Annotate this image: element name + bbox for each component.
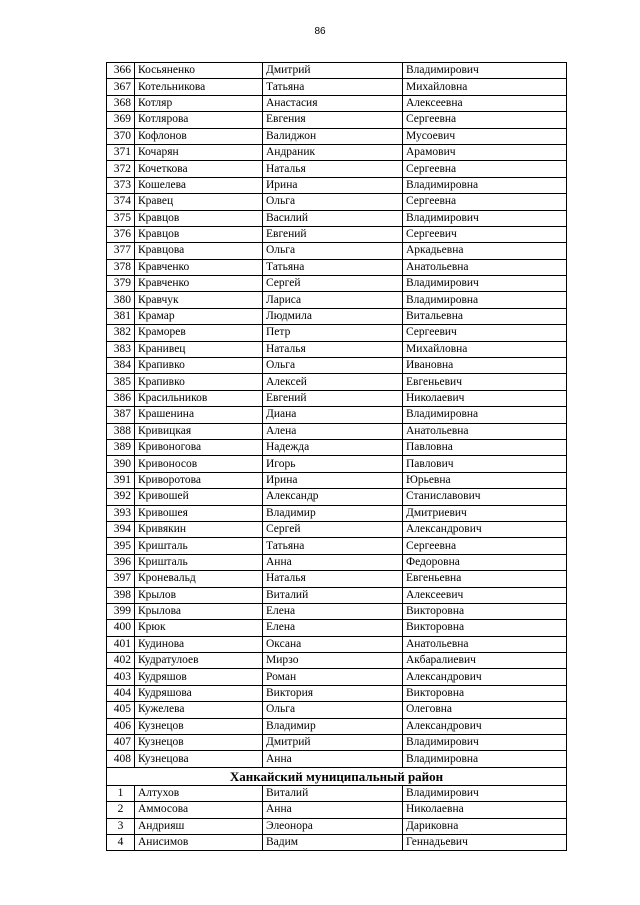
patronymic-cell: Евгеньевна — [403, 571, 567, 587]
last-name-cell: Кочеткова — [135, 161, 263, 177]
patronymic-cell: Сергеевна — [403, 112, 567, 128]
first-name-cell: Надежда — [263, 439, 403, 455]
table-row — [107, 407, 567, 423]
row-number-cell: 3 — [107, 818, 135, 834]
first-name-cell: Виктория — [263, 685, 403, 701]
last-name-cell: Криворотова — [135, 472, 263, 488]
last-name-cell: Крылова — [135, 603, 263, 619]
row-number-cell: 382 — [107, 325, 135, 341]
patronymic-cell: Александрович — [403, 718, 567, 734]
first-name-cell: Ирина — [263, 472, 403, 488]
patronymic-cell: Акбаралиевич — [403, 653, 567, 669]
table-row — [107, 603, 567, 619]
first-name-cell: Василий — [263, 210, 403, 226]
patronymic-cell: Владимирович — [403, 63, 567, 79]
table-row — [107, 489, 567, 505]
last-name-cell: Кривицкая — [135, 423, 263, 439]
table-row — [107, 128, 567, 144]
table-row — [107, 226, 567, 242]
first-name-cell: Анна — [263, 751, 403, 767]
last-name-cell: Кудинова — [135, 636, 263, 652]
table-row — [107, 259, 567, 275]
table-row — [107, 63, 567, 79]
table-row — [107, 685, 567, 701]
patronymic-cell: Витальевна — [403, 308, 567, 324]
table-row — [107, 112, 567, 128]
patronymic-cell: Александрович — [403, 521, 567, 537]
last-name-cell: Крашенина — [135, 407, 263, 423]
last-name-cell: Кудратулоев — [135, 653, 263, 669]
last-name-cell: Кривоногова — [135, 439, 263, 455]
last-name-cell: Кроневальд — [135, 571, 263, 587]
table-row — [107, 472, 567, 488]
table-row — [107, 456, 567, 472]
patronymic-cell: Мусоевич — [403, 128, 567, 144]
patronymic-cell: Ивановна — [403, 358, 567, 374]
first-name-cell: Владимир — [263, 718, 403, 734]
first-name-cell: Ольга — [263, 358, 403, 374]
table-row — [107, 718, 567, 734]
patronymic-cell: Михайловна — [403, 341, 567, 357]
table-row — [107, 751, 567, 767]
row-number-cell: 408 — [107, 751, 135, 767]
last-name-cell: Кривошея — [135, 505, 263, 521]
patronymic-cell: Александрович — [403, 669, 567, 685]
table-row — [107, 439, 567, 455]
table-row — [107, 79, 567, 95]
row-number-cell: 375 — [107, 210, 135, 226]
row-number-cell: 368 — [107, 95, 135, 111]
first-name-cell: Оксана — [263, 636, 403, 652]
first-name-cell: Дмитрий — [263, 735, 403, 751]
last-name-cell: Аммосова — [135, 802, 263, 818]
section-heading-row — [107, 767, 567, 785]
first-name-cell: Елена — [263, 620, 403, 636]
first-name-cell: Мирзо — [263, 653, 403, 669]
row-number-cell: 376 — [107, 226, 135, 242]
patronymic-cell: Анатольевна — [403, 636, 567, 652]
first-name-cell: Наталья — [263, 341, 403, 357]
last-name-cell: Крюк — [135, 620, 263, 636]
first-name-cell: Людмила — [263, 308, 403, 324]
section-heading: Ханкайский муниципальный район — [107, 767, 567, 785]
table-row — [107, 538, 567, 554]
row-number-cell: 383 — [107, 341, 135, 357]
patronymic-cell: Анатольевна — [403, 423, 567, 439]
last-name-cell: Кошелева — [135, 177, 263, 193]
first-name-cell: Татьяна — [263, 538, 403, 554]
table-row — [107, 802, 567, 818]
first-name-cell: Ирина — [263, 177, 403, 193]
last-name-cell: Крамар — [135, 308, 263, 324]
row-number-cell: 395 — [107, 538, 135, 554]
first-name-cell: Ольга — [263, 702, 403, 718]
row-number-cell: 386 — [107, 390, 135, 406]
row-number-cell: 391 — [107, 472, 135, 488]
patronymic-cell: Дариковна — [403, 818, 567, 834]
last-name-cell: Крапивко — [135, 374, 263, 390]
first-name-cell: Дмитрий — [263, 63, 403, 79]
first-name-cell: Евгений — [263, 226, 403, 242]
table-row — [107, 292, 567, 308]
first-name-cell: Анастасия — [263, 95, 403, 111]
row-number-cell: 397 — [107, 571, 135, 587]
row-number-cell: 4 — [107, 834, 135, 850]
first-name-cell: Валиджон — [263, 128, 403, 144]
first-name-cell: Елена — [263, 603, 403, 619]
first-name-cell: Евгения — [263, 112, 403, 128]
patronymic-cell: Сергеевна — [403, 161, 567, 177]
last-name-cell: Андрияш — [135, 818, 263, 834]
table-row — [107, 587, 567, 603]
last-name-cell: Кришталь — [135, 538, 263, 554]
patronymic-cell: Викторовна — [403, 620, 567, 636]
patronymic-cell: Владимирович — [403, 210, 567, 226]
patronymic-cell: Аркадьевна — [403, 243, 567, 259]
table-row — [107, 423, 567, 439]
first-name-cell: Виталий — [263, 785, 403, 801]
patronymic-cell: Юрьевна — [403, 472, 567, 488]
row-number-cell: 371 — [107, 144, 135, 160]
first-name-cell: Вадим — [263, 834, 403, 850]
row-number-cell: 372 — [107, 161, 135, 177]
row-number-cell: 400 — [107, 620, 135, 636]
first-name-cell: Наталья — [263, 571, 403, 587]
table-row — [107, 636, 567, 652]
first-name-cell: Евгений — [263, 390, 403, 406]
first-name-cell: Анна — [263, 802, 403, 818]
first-name-cell: Алена — [263, 423, 403, 439]
last-name-cell: Анисимов — [135, 834, 263, 850]
last-name-cell: Кузнецова — [135, 751, 263, 767]
row-number-cell: 377 — [107, 243, 135, 259]
patronymic-cell: Сергеевна — [403, 194, 567, 210]
first-name-cell: Сергей — [263, 521, 403, 537]
row-number-cell: 403 — [107, 669, 135, 685]
row-number-cell: 390 — [107, 456, 135, 472]
row-number-cell: 392 — [107, 489, 135, 505]
row-number-cell: 378 — [107, 259, 135, 275]
patronymic-cell: Олеговна — [403, 702, 567, 718]
first-name-cell: Диана — [263, 407, 403, 423]
roster-table — [106, 62, 567, 851]
patronymic-cell: Алексеевич — [403, 587, 567, 603]
table-row — [107, 341, 567, 357]
last-name-cell: Кочарян — [135, 144, 263, 160]
first-name-cell: Виталий — [263, 587, 403, 603]
first-name-cell: Андраник — [263, 144, 403, 160]
patronymic-cell: Дмитриевич — [403, 505, 567, 521]
last-name-cell: Котляр — [135, 95, 263, 111]
last-name-cell: Кузнецов — [135, 735, 263, 751]
patronymic-cell: Владимировна — [403, 407, 567, 423]
last-name-cell: Котельникова — [135, 79, 263, 95]
row-number-cell: 406 — [107, 718, 135, 734]
row-number-cell: 402 — [107, 653, 135, 669]
first-name-cell: Элеонора — [263, 818, 403, 834]
last-name-cell: Кривякин — [135, 521, 263, 537]
table-row — [107, 521, 567, 537]
patronymic-cell: Анатольевна — [403, 259, 567, 275]
last-name-cell: Крапивко — [135, 358, 263, 374]
last-name-cell: Косьяненко — [135, 63, 263, 79]
first-name-cell: Лариса — [263, 292, 403, 308]
last-name-cell: Кужелева — [135, 702, 263, 718]
patronymic-cell: Павловна — [403, 439, 567, 455]
patronymic-cell: Федоровна — [403, 554, 567, 570]
first-name-cell: Петр — [263, 325, 403, 341]
patronymic-cell: Николаевич — [403, 390, 567, 406]
first-name-cell: Ольга — [263, 243, 403, 259]
last-name-cell: Красильников — [135, 390, 263, 406]
row-number-cell: 407 — [107, 735, 135, 751]
last-name-cell: Котлярова — [135, 112, 263, 128]
row-number-cell: 366 — [107, 63, 135, 79]
table-row — [107, 358, 567, 374]
first-name-cell: Ольга — [263, 194, 403, 210]
last-name-cell: Алтухов — [135, 785, 263, 801]
table-row — [107, 210, 567, 226]
patronymic-cell: Арамович — [403, 144, 567, 160]
page-number: 86 — [314, 26, 326, 37]
row-number-cell: 404 — [107, 685, 135, 701]
row-number-cell: 385 — [107, 374, 135, 390]
table-row — [107, 785, 567, 801]
patronymic-cell: Владимирович — [403, 276, 567, 292]
row-number-cell: 387 — [107, 407, 135, 423]
last-name-cell: Кравченко — [135, 276, 263, 292]
table-row — [107, 194, 567, 210]
row-number-cell: 398 — [107, 587, 135, 603]
patronymic-cell: Станиславович — [403, 489, 567, 505]
last-name-cell: Кузнецов — [135, 718, 263, 734]
row-number-cell: 370 — [107, 128, 135, 144]
table-row — [107, 308, 567, 324]
first-name-cell: Наталья — [263, 161, 403, 177]
first-name-cell: Владимир — [263, 505, 403, 521]
row-number-cell: 2 — [107, 802, 135, 818]
table-row — [107, 571, 567, 587]
row-number-cell: 384 — [107, 358, 135, 374]
table-row — [107, 554, 567, 570]
patronymic-cell: Владимировна — [403, 292, 567, 308]
last-name-cell: Кришталь — [135, 554, 263, 570]
first-name-cell: Сергей — [263, 276, 403, 292]
last-name-cell: Кудряшов — [135, 669, 263, 685]
last-name-cell: Кривоносов — [135, 456, 263, 472]
patronymic-cell: Геннадьевич — [403, 834, 567, 850]
last-name-cell: Кравцова — [135, 243, 263, 259]
table-row — [107, 177, 567, 193]
table-row — [107, 95, 567, 111]
row-number-cell: 1 — [107, 785, 135, 801]
last-name-cell: Кривошей — [135, 489, 263, 505]
first-name-cell: Алексей — [263, 374, 403, 390]
last-name-cell: Кравченко — [135, 259, 263, 275]
last-name-cell: Кравцов — [135, 210, 263, 226]
patronymic-cell: Павлович — [403, 456, 567, 472]
row-number-cell: 373 — [107, 177, 135, 193]
last-name-cell: Кравец — [135, 194, 263, 210]
first-name-cell: Игорь — [263, 456, 403, 472]
table-row — [107, 653, 567, 669]
table-row — [107, 144, 567, 160]
row-number-cell: 369 — [107, 112, 135, 128]
table-row — [107, 390, 567, 406]
patronymic-cell: Сергеевич — [403, 325, 567, 341]
last-name-cell: Кравцов — [135, 226, 263, 242]
row-number-cell: 393 — [107, 505, 135, 521]
patronymic-cell: Сергеевна — [403, 538, 567, 554]
first-name-cell: Татьяна — [263, 79, 403, 95]
table-row — [107, 243, 567, 259]
patronymic-cell: Михайловна — [403, 79, 567, 95]
last-name-cell: Кофлонов — [135, 128, 263, 144]
last-name-cell: Крылов — [135, 587, 263, 603]
patronymic-cell: Викторовна — [403, 603, 567, 619]
patronymic-cell: Владимирович — [403, 785, 567, 801]
first-name-cell: Александр — [263, 489, 403, 505]
row-number-cell: 379 — [107, 276, 135, 292]
table-row — [107, 161, 567, 177]
table-row — [107, 374, 567, 390]
patronymic-cell: Алексеевна — [403, 95, 567, 111]
roster-body — [107, 63, 567, 851]
table-row — [107, 276, 567, 292]
row-number-cell: 396 — [107, 554, 135, 570]
patronymic-cell: Викторовна — [403, 685, 567, 701]
row-number-cell: 405 — [107, 702, 135, 718]
row-number-cell: 381 — [107, 308, 135, 324]
last-name-cell: Краморев — [135, 325, 263, 341]
patronymic-cell: Владимировна — [403, 177, 567, 193]
patronymic-cell: Николаевна — [403, 802, 567, 818]
table-row — [107, 735, 567, 751]
table-row — [107, 669, 567, 685]
first-name-cell: Анна — [263, 554, 403, 570]
table-row — [107, 834, 567, 850]
table-row — [107, 620, 567, 636]
table-row — [107, 325, 567, 341]
row-number-cell: 367 — [107, 79, 135, 95]
row-number-cell: 380 — [107, 292, 135, 308]
last-name-cell: Кравчук — [135, 292, 263, 308]
first-name-cell: Татьяна — [263, 259, 403, 275]
row-number-cell: 394 — [107, 521, 135, 537]
first-name-cell: Роман — [263, 669, 403, 685]
row-number-cell: 389 — [107, 439, 135, 455]
table-row — [107, 505, 567, 521]
patronymic-cell: Сергеевич — [403, 226, 567, 242]
patronymic-cell: Владимирович — [403, 735, 567, 751]
patronymic-cell: Евгеньевич — [403, 374, 567, 390]
row-number-cell: 401 — [107, 636, 135, 652]
table-row — [107, 702, 567, 718]
last-name-cell: Кранивец — [135, 341, 263, 357]
table-row — [107, 818, 567, 834]
row-number-cell: 388 — [107, 423, 135, 439]
row-number-cell: 399 — [107, 603, 135, 619]
row-number-cell: 374 — [107, 194, 135, 210]
last-name-cell: Кудряшова — [135, 685, 263, 701]
patronymic-cell: Владимировна — [403, 751, 567, 767]
